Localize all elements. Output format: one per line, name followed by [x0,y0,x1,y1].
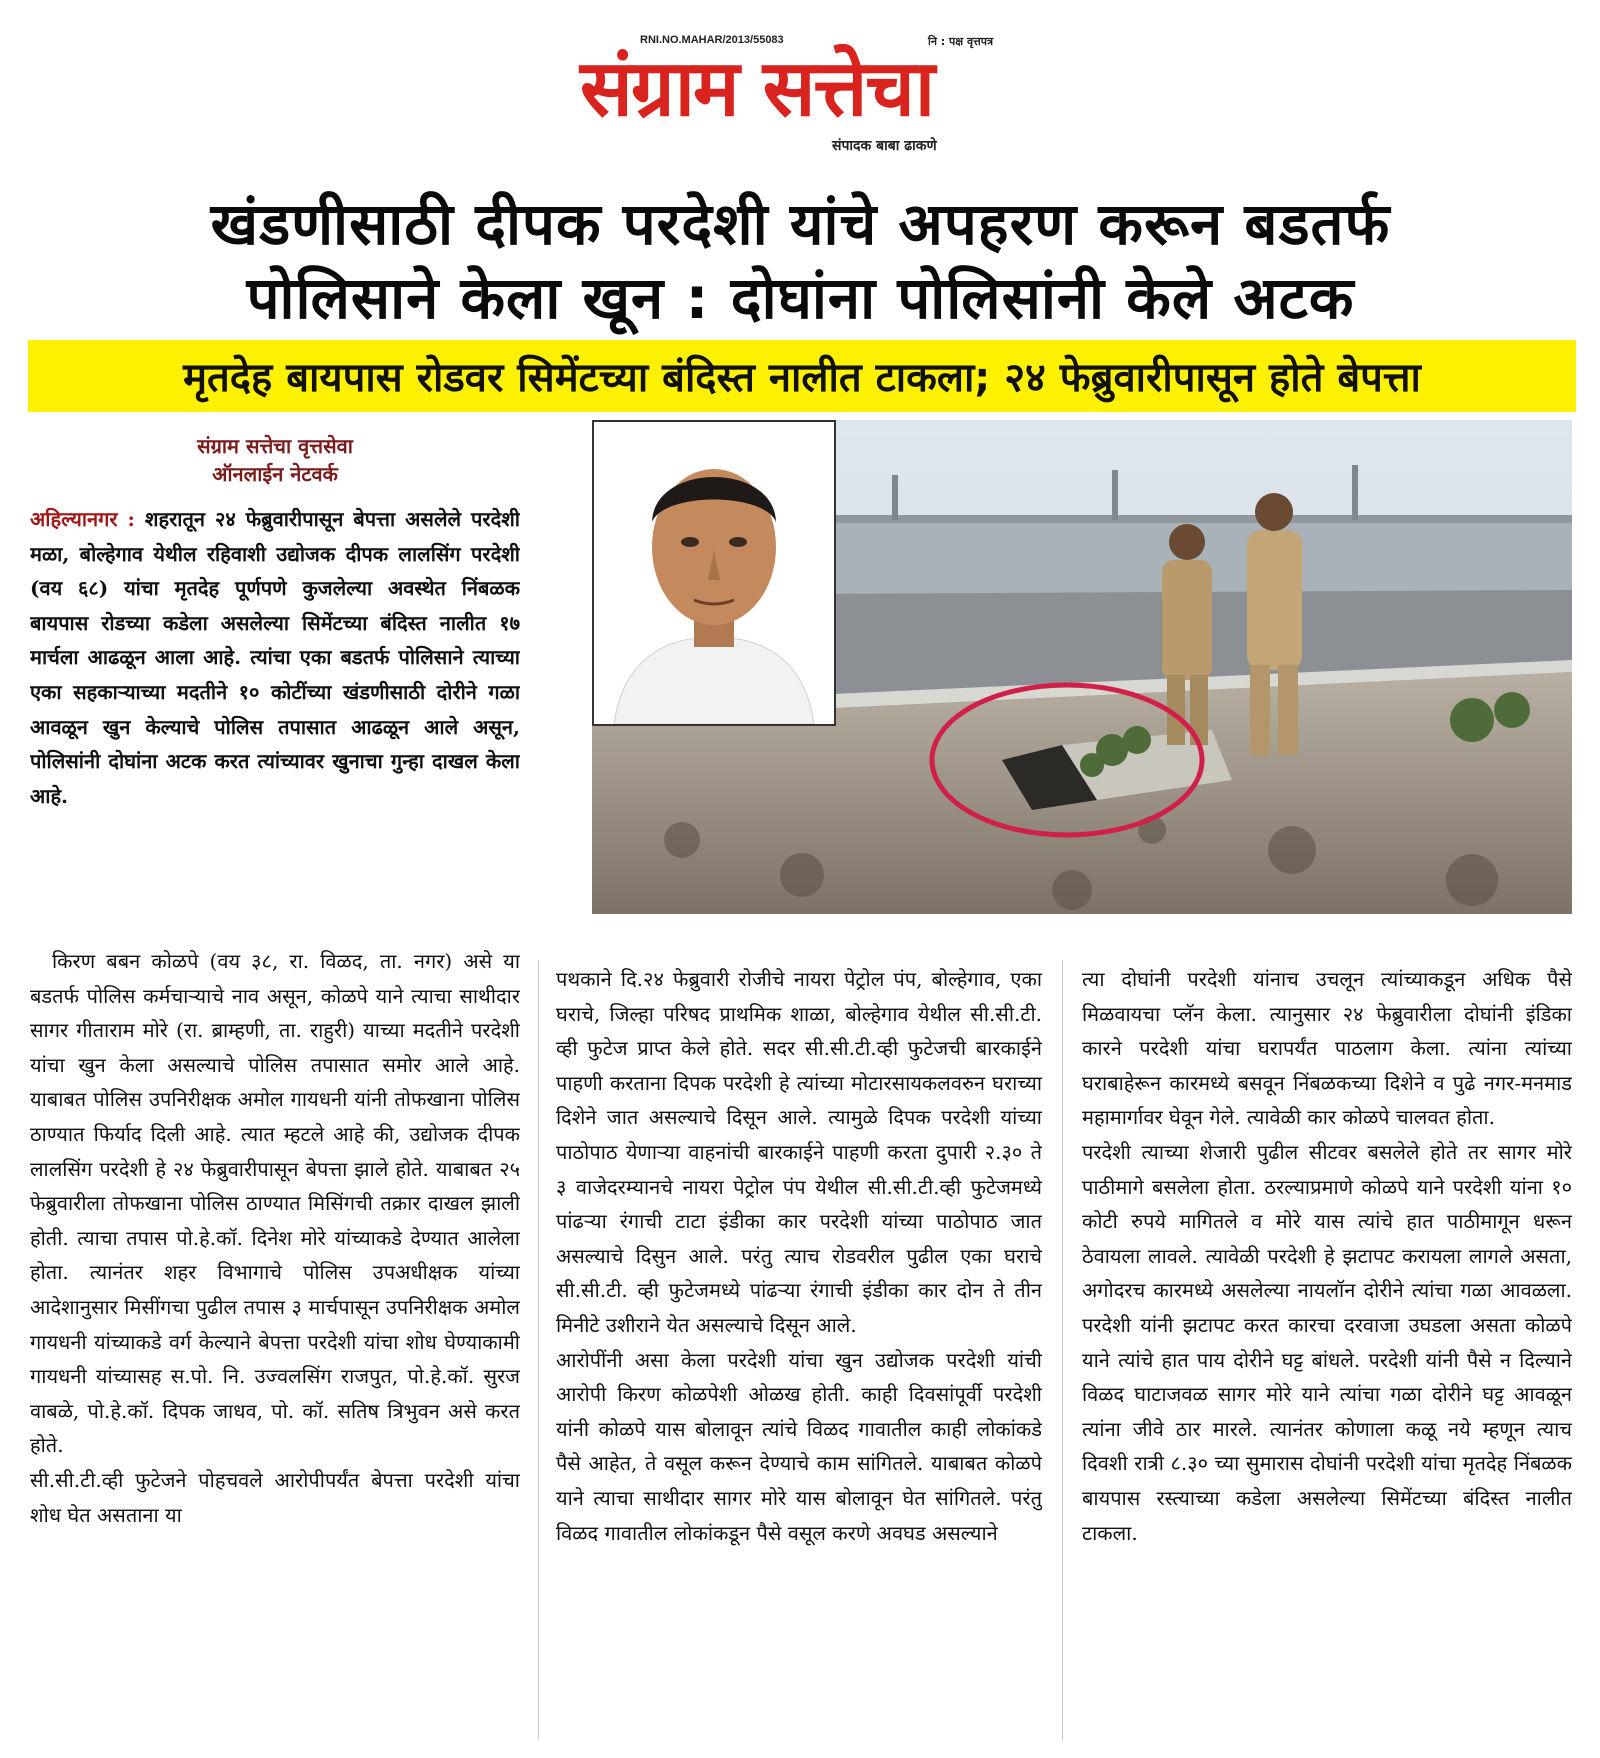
paragraph: किरण बबन कोळपे (वय ३८, रा. विळद, ता. नगर) असे या बडतर्फ पोलिस कर्मचाऱ्याचे नाव असून, कोळपे याने त्याचा साथीदार सागर गीताराम मोरे (रा. ब्राम्हणी, ता. राहुरी) याच्या मदतीने परदेशी यांचा खुन केला असल्याचे पोलिस तपासात समोर आले आहे. याबाबत पोलिस उपनिरीक्षक अमोल गायधनी यांनी तोफखाना पोलिस ठाण्यात फिर्याद दिली आहे. त्यात म्हटले आहे की, उद्योजक दीपक लालसिंग परदेशी हे २४ फेब्रुवारीपासून बेपत्ता झाले होते. याबाबत २५ फेब्रुवारीला तोफखाना पोलिस ठाण्यात मिसिंगची तक्रार दाखल झाली होती. त्याचा तपास पो.हे.कॉ. दिनेश मोरे यांच्याकडे देण्यात आलेला होता. त्यानंतर शहर विभागाचे पोलिस उपअधीक्षक यांच्या आदेशानुसार मिसींगचा पुढील तपास ३ मार्चपासून उपनिरीक्षक अमोल गायधनी यांच्याकडे वर्ग केल्याने बेपत्ता परदेशी यांचा शोध घेण्याकामी गायधनी यांच्यासह स.पो. नि. उज्वलसिंग राजपुत, पो.हे.कॉ. सुरज वाबळे, पो.हे.कॉ. दिपक जाधव, पो. कॉ. सतिष त्रिभुवन असे करत होते. [30,949,520,1458]
newspaper-logo: संग्राम सत्तेचा [580,44,934,134]
portrait-inset [592,420,836,726]
headline-line-1: खंडणीसाठी दीपक परदेशी यांचे अपहरण करून बडतर्फ [210,190,1391,258]
column-divider [1062,960,1063,1740]
article-column-2 [556,962,1042,1744]
byline-network: ऑनलाईन नेटवर्क [212,462,338,486]
column-divider [538,960,539,1740]
publication-frequency: नि : पक्ष वृत्तपत्र [928,35,994,48]
subheadline-bar [28,340,1576,412]
paragraph: त्या दोघांनी परदेशी यांनाच उचलून त्यांच्याकडून अधिक पैसे मिळवायचा प्लॅन केला. त्यानुसार २४ फेब्रुवारीला दोघांनी इंडिका कारने परदेशी यांचा घरापर्यंत पाठलाग केला. त्यांना त्यांच्या घराबाहेरून कारमध्ये बसवून निंबळकच्या दिशेने व पुढे नगर-मनमाड महामार्गावर घेवून गेले. त्यावेळी कार कोळपे चालवत होता. [1082,967,1572,1130]
byline-service: संग्राम सत्तेचा वृत्तसेवा [197,434,353,458]
article-lead [30,502,520,944]
lead-text: शहरातून २४ फेब्रुवारीपासून बेपत्ता असलेले परदेशी मळा, बोल्हेगाव येथील रहिवाशी उद्योजक दीपक लालसिंग परदेशी (वय ६८) यांचा मृतदेह पूर्णपणे कुजलेल्या अवस्थेत निंबळक बायपास रोडच्या कडेला असलेल्या सिमेंटच्या बंदिस्त नालीत १७ मार्चला आढळून आला आहे. त्यांचा एका बडतर्फ पोलिसाने त्याच्या एका सहकाऱ्याच्या मदतीने १० कोटींच्या खंडणीसाठी दोरीने गळा आवळून खुन केल्याचे पोलिस तपासात आढळून आले असून, पोलिसांनी दोघांना अटक करत त्यांच्यावर खुनाचा गुन्हा दाखल केला आहे. [30,507,520,808]
dateline-place: अहिल्यानगर : [30,507,135,531]
article-column-3 [1082,962,1572,1744]
headline-line-2: पोलिसाने केला खून : दोघांना पोलिसांनी केले अटक [246,264,1355,332]
masthead [580,14,1000,154]
paragraph: सी.सी.टी.व्ही फुटेजने पोहचवले आरोपीपर्यंत बेपत्ता परदेशी यांचा शोध घेत असताना या [30,1467,520,1527]
paragraph: आरोपींनी असा केला परदेशी यांचा खुन उद्योजक परदेशी यांची आरोपी किरण कोळपेशी ओळख होती. काही दिवसांपूर्वी परदेशी यांनी कोळपे यास बोलावून त्यांचे विळद गावातील काही लोकांकडे पैसे आहेत, ते वसूल करून देण्याचे काम सांगितले. याबाबत कोळपे याने त्याचा साथीदार सागर मोरे यास बोलावून घेत सांगितले. परंतु विळद गावातील लोकांकडून पैसे वसूल करणे अवघड असल्याने [556,1347,1042,1545]
article-column-1 [30,944,520,1744]
paragraph: पथकाने दि.२४ फेब्रुवारी रोजीचे नायरा पेट्रोल पंप, बोल्हेगाव, एका घराचे, जिल्हा परिषद प्राथमिक शाळा, बोल्हेगाव येथील सी.सी.टी. व्ही फुटेज प्राप्त केले होते. सदर सी.सी.टी.व्ही फुटेजची बारकाईने पाहणी करताना दिपक परदेशी हे त्यांच्या मोटारसायकलवरुन घराच्या दिशेने जात असल्याचे दिसून आले. त्यामुळे दिपक परदेशी यांच्या पाठोपाठ येणाऱ्या वाहनांची बारकाईने पाहणी करता दुपारी २.३० ते ३ वाजेदरम्यानचे नायरा पेट्रोल पंप येथील सी.सी.टी.व्ही फुटेजमध्ये पांढऱ्या रंगाची टाटा इंडीका कार परदेशी यांच्या पाठोपाठ जात असल्याचे दिसुन आले. परंतु त्याच रोडवरील पुढील एका घराचे सी.सी.टी. व्ही फुटेजमध्ये पांढऱ्या रंगाची इंडीका कार दोन ते तीन मिनीटे उशीराने येत असल्याचे दिसून आले. [556,967,1042,1337]
paragraph: परदेशी त्याच्या शेजारी पुढील सीटवर बसलेले होते तर सागर मोरे पाठीमागे बसलेला होता. ठरल्याप्रमाणे कोळपे याने परदेशी यांना १० कोटी रुपये मागितले व मोरे यास त्यांचे हात पाठीमागून धरून ठेवायला लावले. त्यावेळी परदेशी हे झटापट करायला लागले असता, अगोदरच कारमध्ये असलेल्या नायलॉन दोरीने त्यांचा गळा आवळला. परदेशी यांनी झटापट करत कारचा दरवाजा उघडला असता कोळपे याने त्यांचे हात पाय दोरीने घट्ट बांधले. परदेशी यांनी पैसे न दिल्याने विळद घाटाजवळ सागर मोरे याने त्यांचा गळा दोरीने घट्ट आवळून त्यांना जीवे ठार मारले. त्यानंतर कोणाला कळू नये म्हणून त्याच दिवशी रात्री ८.३० च्या सुमारास दोघांनी परदेशी यांचा मृतदेह निंबळक बायपास रस्त्याच्या कडेला असलेल्या सिमेंटच्या बंदिस्त नालीत टाकला. [1082,1139,1572,1545]
rni-number: RNI.NO.MAHAR/2013/55083 [640,34,784,46]
portrait-photo [594,422,834,724]
editor-credit: संपादक बाबा ढाकणे [832,138,937,154]
subheadline: मृतदेह बायपास रोडवर सिमेंटच्या बंदिस्त नालीत टाकला; २४ फेब्रुवारीपासून होते बेपत्ता [183,355,1421,401]
